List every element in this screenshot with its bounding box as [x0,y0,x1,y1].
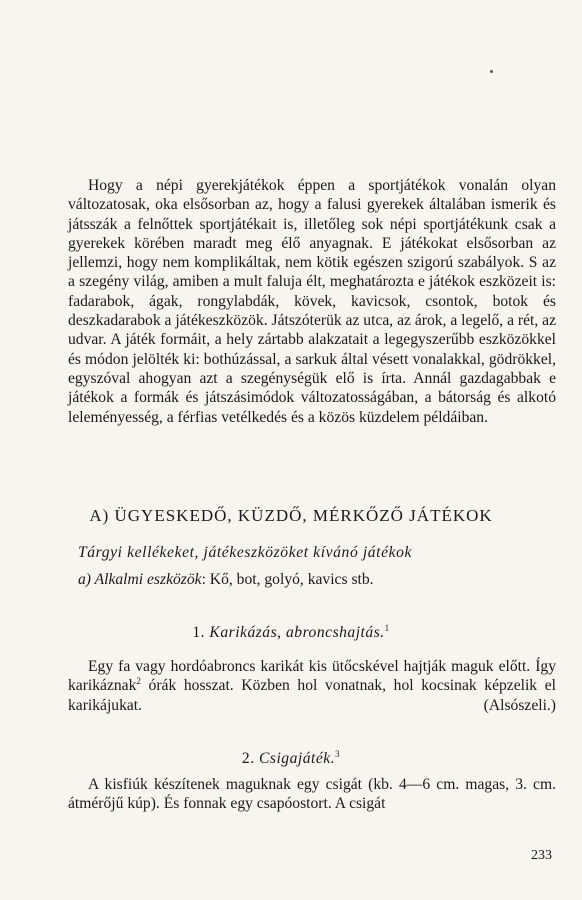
subheading-tools: Tárgyi kellékeket, játékeszközöket kívánó játékok [78,544,413,561]
game-1-title [0,624,582,642]
game-1-text-a: Egy fa vagy hordóabroncs karikát kis ütőcskével hajtják maguk előtt. Így karikáznak [68,658,556,695]
footnote-ref-2: 2 [136,676,141,687]
game-1-text-b: órák hosszat. Közben hol vonatnak, hol kocsinak képzelik el karikájukat. [68,677,556,714]
game-2-name: Csigajáték. [259,750,336,767]
footnote-ref-3: 3 [335,748,341,759]
ink-speck [490,70,493,73]
game-1-name: Karikázás, abroncshajtás. [209,624,385,641]
game-2-title [0,750,582,768]
occasional-tools-label: a) Alkalmi eszközök [78,571,202,588]
game-2-number: 2. [241,750,255,767]
occasional-tools-list: : Kő, bot, golyó, kavics stb. [201,571,374,588]
subheading-occasional-tools [78,571,374,589]
game-1-description [68,657,556,715]
game-2-description: A kisfiúk készítenek maguknak egy csigát (kb. 4—6 cm. magas, 3. cm. átmérőjű kúp). És fonnak egy csapóostort. A csigát [68,776,556,813]
game-1-number: 1. [192,624,206,641]
section-heading: A) ÜGYESKEDŐ, KÜZDŐ, MÉRKŐZŐ JÁTÉKOK [89,506,493,525]
page-number: 233 [531,848,552,863]
intro-paragraph: Hogy a népi gyerekjátékok éppen a sportjátékok vonalán olyan változatosak, oka elsősorban az, hogy a falusi gyerekek általában ismerik és játsszák a felnőttek sportjátékait is, illetőleg sok népi sportjátékunk csak a gyerekek körében maradt meg élő anyagnak. E játékokat elsősorban az jellemzi, hogy nem komplikáltak, nem kötik egészen szigorú szabályok. S az a szegény világ, amiben a mult faluja élt, meghatározta e játékok eszközeit is: fadarabok, ágak, rongylabdák, kövek, kavicsok, csontok, botok és deszkadarabok a játékeszközök. Játszóterük az utca, az árok, a legelő, a rét, az udvar. A játék formáit, a hely zártabb alakzatait a legegyszerűbb eszközökkel és módon jelölték ki: bothúzással, a sarkuk által vésett vonalakkal, gödrökkel, egyszóval ahogyan azt a szegénységük elő is írta. Annál gazdagabbak e játékok a formák és játszásimódok változatosságában, a bátorság és alkotó leleményesség, a férfias vetélkedés és a közös küzdelem példáiban. [68,177,556,426]
game-1-place: (Alsószeli.) [483,696,556,714]
footnote-ref-1: 1 [384,622,390,633]
